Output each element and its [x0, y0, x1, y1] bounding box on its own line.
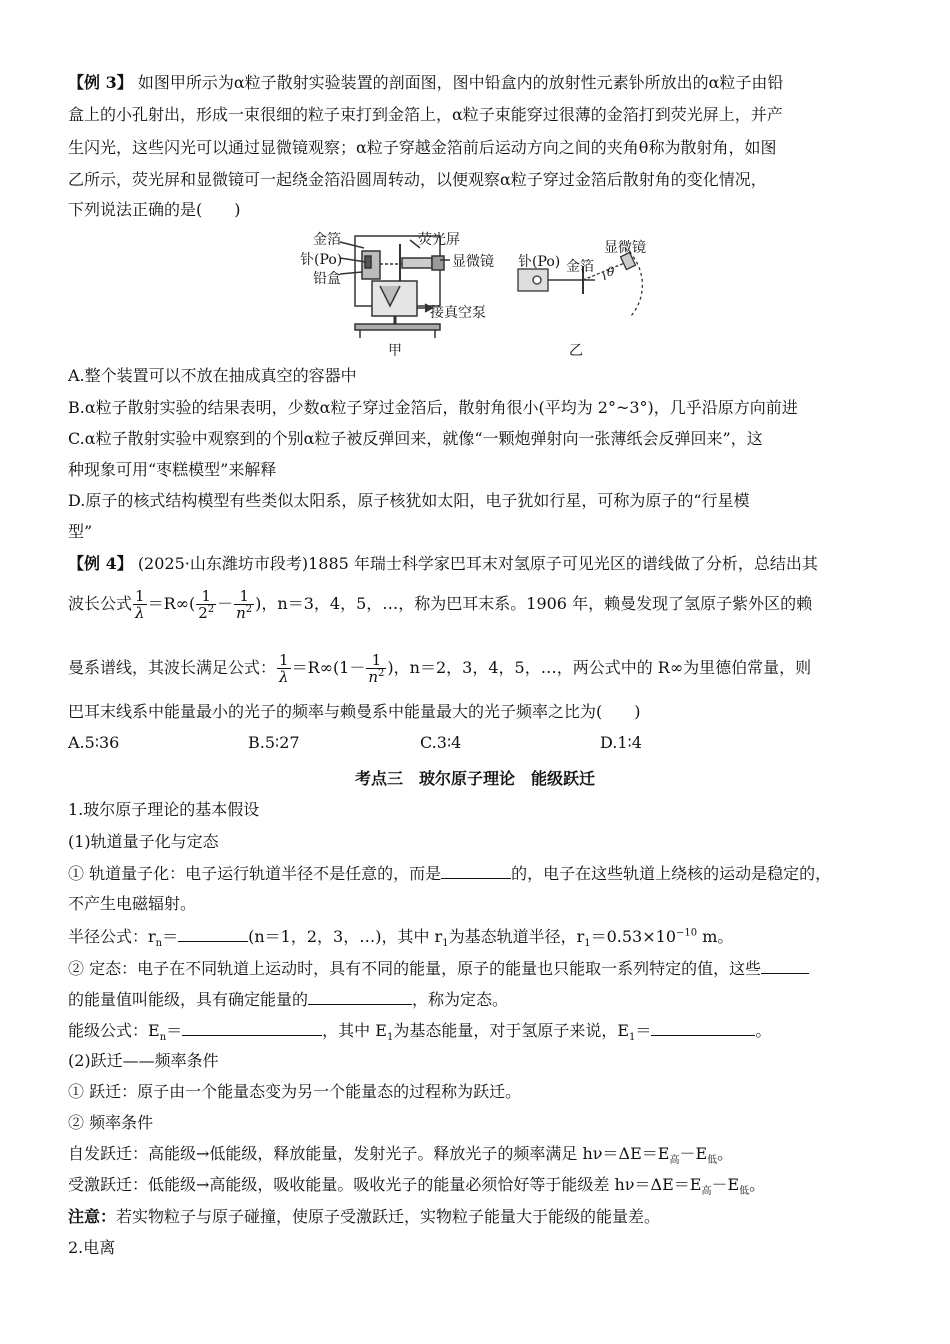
section-heading-2: 2.电离 — [68, 1238, 116, 1257]
level-blank-1 — [182, 1019, 322, 1036]
excite-minus: －E — [711, 1175, 740, 1194]
orbit-text-a: ① 轨道量子化：电子运行轨道半径不是任意的，而是 — [68, 864, 442, 883]
ex4-line-1 — [68, 553, 818, 575]
orbit-text-c: 不产生电磁辐射。 — [68, 894, 197, 913]
ex4-line2-prefix: 波长公式 — [68, 594, 133, 613]
section-heading-1-2: (2)跃迁——频率条件 — [68, 1051, 219, 1070]
ex4-line3-suffix: ，n＝2，3，4，5，…，两公式中的 R∞为里德伯常量，则 — [393, 658, 812, 677]
section-title: 考点三 玻尔原子理论 能级跃迁 — [354, 769, 595, 788]
level-sub-1b: 1 — [629, 1032, 636, 1044]
frac-num: 1 — [366, 652, 386, 669]
note-label: 注意： — [68, 1207, 117, 1226]
figure-yi-label-polonium: 钋(Po) — [518, 254, 561, 270]
ex3-line-3: 生闪光，这些闪光可以通过显微镜观察；α粒子穿越金箔前后运动方向之间的夹角θ称为散射角，如图 — [68, 138, 777, 157]
radius-sub-1: 1 — [442, 938, 449, 950]
frac-den-base: n — [368, 668, 379, 686]
radius-mid: (n＝1，2，3，…)，其中 r — [248, 927, 443, 946]
balmer-frac-lambda — [133, 588, 147, 621]
ex3-option-a: A.整个装置可以不放在抽成真空的容器中 — [68, 366, 357, 385]
frac-den-exp: 2 — [245, 604, 253, 615]
ex4-line2-suffix: ，n＝3，4，5，…，称为巴耳末系。1906 年，赖曼发现了氢原子紫外区的赖 — [261, 594, 813, 613]
state-blank-1 — [761, 957, 809, 974]
frac-den — [234, 605, 254, 621]
lyman-frac-lambda — [277, 652, 291, 685]
frac-den-base: n — [236, 604, 246, 622]
ex4-line-4: 巴耳末线系中能量最小的光子的频率与赖曼系中能量最大的光子频率之比为( ) — [68, 702, 641, 721]
frac-den: λ — [135, 604, 145, 622]
figure-yi-label-gold-foil: 金箔 — [566, 259, 594, 275]
figure-jia-label-vacuum-pump: 接真空泵 — [430, 305, 486, 321]
excite-text: 受激跃迁：低能级→高能级，吸收能量。吸收光子的能量必须恰好等于能级差 hν＝ΔE＝E — [68, 1175, 702, 1194]
state-text-c: ，称为定态。 — [412, 990, 509, 1009]
ex3-option-b: B.α粒子散射实验的结果表明，少数α粒子穿过金箔后，散射角很小(平均为 2°~3°)，几乎沿原方向前进 — [68, 398, 798, 417]
figure-jia-label-polonium: 钋(Po) — [300, 252, 343, 268]
ex3-label: 【例 3】 — [68, 73, 133, 92]
level-mid2: 为基态能量，对于氢原子来说，E — [393, 1021, 629, 1040]
excite-period: 。 — [749, 1175, 766, 1194]
figure-jia-label-screen: 荧光屏 — [418, 232, 460, 248]
lyman-eq: ＝R∞(1－ — [291, 658, 366, 677]
spont-period: 。 — [717, 1144, 734, 1163]
spont-minus: －E — [679, 1144, 708, 1163]
balmer-eq: ＝R∞( — [147, 594, 196, 613]
state-text-b: 的能量值叫能级，具有确定能量的 — [68, 990, 309, 1009]
level-prefix: 能级公式：E — [68, 1021, 160, 1040]
radius-blank — [178, 925, 248, 942]
level-eq2: ＝ — [635, 1021, 652, 1040]
section-heading-1-1: (1)轨道量子化与定态 — [68, 832, 219, 851]
ex4-choice-b: B.5∶27 — [248, 733, 300, 752]
section-heading-1: 1.玻尔原子理论的基本假设 — [68, 800, 260, 819]
excite-sub-high: 高 — [701, 1186, 712, 1198]
state-text-a: ② 定态：电子在不同轨道上运动时，具有不同的能量，原子的能量也只能取一系列特定的值，这些 — [68, 959, 762, 978]
frac-den: λ — [279, 668, 289, 686]
spontaneous-transition-line — [68, 1143, 733, 1165]
ex4-choice-a: A.5∶36 — [68, 733, 120, 752]
spont-sub-low: 低 — [707, 1155, 718, 1167]
energy-level-formula-line — [68, 1019, 771, 1042]
orbit-text-b: 的，电子在这些轨道上绕核的运动是稳定的， — [511, 864, 832, 883]
radius-exponent: −10 — [676, 927, 698, 939]
ex4-label: 【例 4】 — [68, 554, 133, 573]
balmer-frac-n — [234, 588, 254, 621]
orbit-blank — [441, 862, 511, 879]
ex4-source: (2025·山东潍坊市段考) — [137, 554, 309, 573]
ex3-line-4: 乙所示，荧光屏和显微镜可一起绕金箔沿圆周转动，以便观察α粒子穿过金箔后散射角的变化情况， — [68, 170, 767, 189]
level-eq: ＝ — [166, 1021, 183, 1040]
figure-yi-caption: 乙 — [569, 343, 583, 359]
radius-unit: m。 — [697, 927, 734, 946]
radius-sub-n: n — [155, 938, 163, 950]
level-mid: ，其中 E — [322, 1021, 387, 1040]
ex4-choice-c: C.3∶4 — [420, 733, 462, 752]
ex3-line-1 — [68, 72, 783, 94]
radius-formula-line — [68, 925, 733, 948]
frac-den — [366, 669, 386, 685]
frac-den-exp: 2 — [378, 668, 385, 679]
orbit-quantization-line — [68, 862, 831, 885]
ex3-line-5: 下列说法正确的是( ) — [68, 200, 241, 219]
frac-num: 1 — [234, 588, 254, 605]
ex3-line-2: 盒上的小孔射出，形成一束很细的粒子束打到金箔上，α粒子束能穿过很薄的金箔打到荧光屏上，并产 — [68, 105, 783, 124]
ex4-line-2 — [68, 588, 812, 621]
ex4-line-3 — [68, 652, 811, 685]
ex4-line3-prefix: 曼系谱线，其波长满足公式： — [68, 658, 277, 677]
level-sub-n: n — [159, 1032, 167, 1044]
note-text: 若实物粒子与原子碰撞，使原子受激跃迁，实物粒子能量大于能级的能量差。 — [116, 1207, 661, 1226]
ex3-text-1: 如图甲所示为α粒子散射实验装置的剖面图，图中铅盒内的放射性元素钋所放出的α粒子由铅 — [137, 73, 784, 92]
figure-yi-label-microscope: 显微镜 — [604, 240, 646, 256]
frac-den-exp: 2 — [207, 604, 215, 615]
ex3-option-c-1: C.α粒子散射实验中观察到的个别α粒子被反弹回来，就像“一颗炮弹射向一张薄纸会反弹回来”，这 — [68, 429, 763, 448]
ex3-option-d-2: 型” — [68, 522, 93, 541]
balmer-frac-two — [196, 588, 216, 621]
frac-num: 1 — [196, 588, 216, 605]
transition-line: ① 跃迁：原子由一个能量态变为另一个能量态的过程称为跃迁。 — [68, 1082, 522, 1101]
radius-value: ＝0.53×10 — [590, 927, 677, 946]
stationary-state-line-2 — [68, 988, 508, 1011]
radius-sub-1b: 1 — [584, 938, 591, 950]
radius-mid2: 为基态轨道半径，r — [448, 927, 585, 946]
radius-eq: ＝ — [162, 927, 179, 946]
figure-jia-label-gold-foil: 金箔 — [313, 232, 341, 248]
level-blank-2 — [651, 1019, 755, 1036]
frequency-condition-line: ② 频率条件 — [68, 1113, 154, 1132]
ex4-choice-d: D.1∶4 — [600, 733, 642, 752]
excite-sub-low: 低 — [739, 1186, 750, 1198]
ex3-option-c-2: 种现象可用“枣糕模型”来解释 — [68, 460, 277, 479]
radius-prefix: 半径公式：r — [68, 927, 156, 946]
balmer-close: ) — [255, 594, 262, 613]
lyman-close: ) — [387, 658, 394, 677]
level-sub-1: 1 — [386, 1032, 394, 1044]
state-blank-2 — [308, 988, 412, 1005]
stationary-state-line — [68, 957, 809, 980]
spont-sub-high: 高 — [669, 1155, 680, 1167]
balmer-minus: － — [217, 594, 234, 613]
frac-num: 1 — [279, 651, 289, 669]
figure-jia-label-lead-box: 铅盒 — [313, 271, 341, 287]
note-line — [68, 1206, 660, 1228]
frac-den-base: 2 — [198, 604, 208, 622]
figure-yi-label-theta: θ — [607, 265, 615, 279]
spont-text: 自发跃迁：高能级→低能级，释放能量，发射光子。释放光子的频率满足 hν＝ΔE＝E — [68, 1144, 670, 1163]
excited-transition-line — [68, 1174, 765, 1196]
frac-num: 1 — [135, 587, 145, 605]
figure-jia-caption: 甲 — [388, 343, 402, 359]
lyman-frac-n — [366, 652, 386, 685]
figure-jia-label-microscope: 显微镜 — [452, 254, 494, 270]
ex3-option-d-1: D.原子的核式结构模型有些类似太阳系，原子核犹如太阳，电子犹如行星，可称为原子的“行星模 — [68, 491, 750, 510]
frac-den — [196, 605, 216, 621]
level-end: 。 — [755, 1021, 772, 1040]
ex4-text-1: 1885 年瑞士科学家巴耳末对氢原子可见光区的谱线做了分析，总结出其 — [308, 554, 818, 573]
